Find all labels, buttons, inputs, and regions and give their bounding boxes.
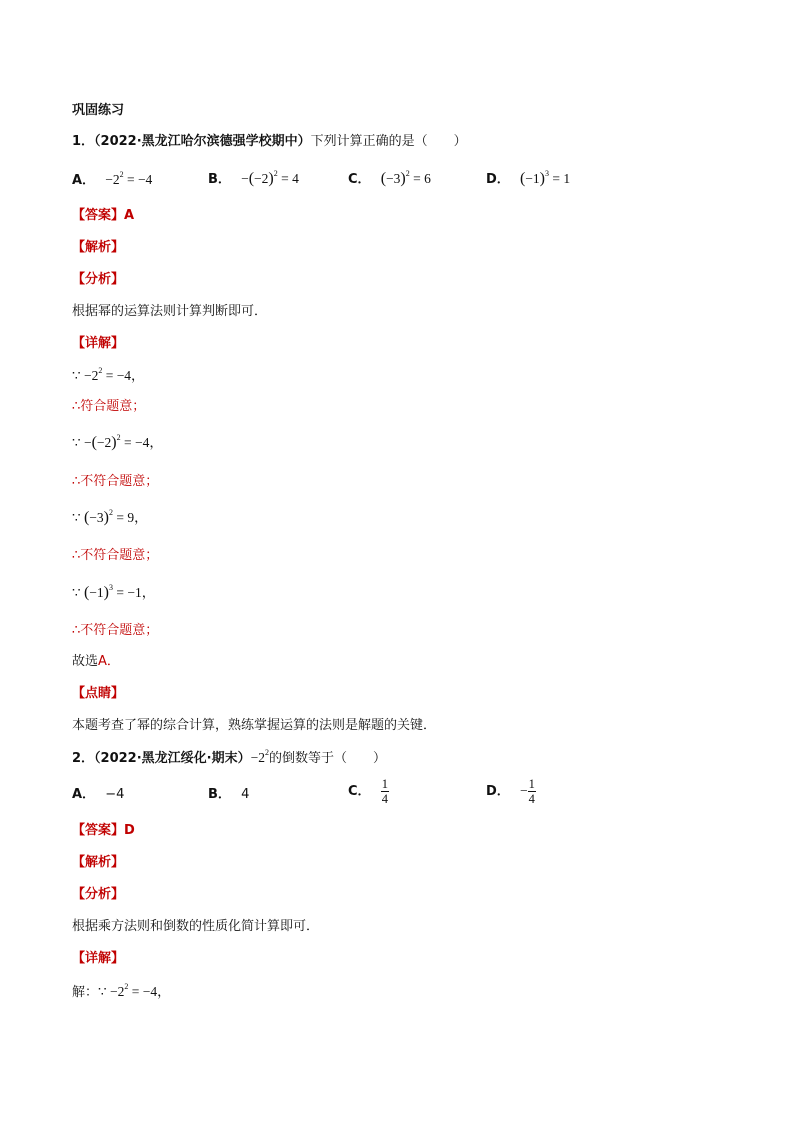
option-d <box>486 777 536 806</box>
option-expr: $(-1)^3 = 1$ <box>519 169 571 187</box>
choice-prefix: 故选 <box>72 654 99 669</box>
answer-line <box>72 822 135 840</box>
option-d <box>486 170 570 189</box>
option-label: D． <box>486 172 510 187</box>
option-a <box>72 171 152 190</box>
option-c <box>348 777 389 806</box>
step-1-conclusion: ∴符合题意； <box>72 399 146 414</box>
option-label: C． <box>348 784 371 799</box>
option-label: B． <box>208 172 231 187</box>
step-2-expr: ∵ $-(-2)^2 = -4$， <box>72 433 163 451</box>
option-b <box>208 170 299 189</box>
detail-label: 【详解】 <box>72 336 125 351</box>
choice-line <box>72 653 120 671</box>
fenxi-label: 【分析】 <box>72 272 125 287</box>
solution-prefix: 解： <box>72 985 99 1000</box>
analysis-label: 【解析】 <box>72 855 125 870</box>
question-text: 下列计算正确的是（ ） <box>310 134 467 149</box>
analysis-label: 【解析】 <box>72 240 125 255</box>
option-expr: $-(-2)^2 = 4$ <box>241 169 299 187</box>
option-label: A． <box>72 173 96 188</box>
option-expr: $-2^2 = -4$ <box>105 170 153 187</box>
option-expr: $(-3)^2 = 6$ <box>380 169 431 187</box>
comment-label: 【点睛】 <box>72 686 125 701</box>
option-expr: $\frac{1}{4}$ <box>381 777 388 806</box>
option-label: C． <box>348 172 371 187</box>
option-label: D． <box>486 783 510 799</box>
question-number: 1． <box>72 134 95 149</box>
question-1-stem <box>72 133 467 151</box>
question-source: （2022·黑龙江哈尔滨德强学校期中） <box>94 134 311 149</box>
step-1-expr: ∵ $-2^2 = -4$， <box>72 366 145 383</box>
question-expr: $-2^2$ <box>250 748 269 765</box>
answer-label: 【答案】 <box>72 823 125 838</box>
step-3-conclusion: ∴不符合题意； <box>72 548 159 563</box>
choice-value: A． <box>98 654 120 669</box>
step-4-expr: ∵ $(-1)^3 = -1$， <box>72 583 156 601</box>
step-4-conclusion: ∴不符合题意； <box>72 623 159 638</box>
option-b <box>208 786 249 804</box>
option-expr: − $\frac{1}{4}$ <box>519 777 535 806</box>
answer-line <box>72 207 134 225</box>
answer-value: A <box>124 208 135 223</box>
section-title: 巩固练习 <box>72 103 125 118</box>
question-number: 2． <box>72 751 95 766</box>
solution-expr: ∵ $-2^2 = -4$， <box>98 982 171 999</box>
option-c <box>348 170 431 189</box>
step-2-conclusion: ∴不符合题意； <box>72 474 159 489</box>
fenxi-label: 【分析】 <box>72 887 125 902</box>
question-2-stem <box>72 749 386 768</box>
question-source: （2022·黑龙江绥化·期末） <box>94 751 251 766</box>
option-a <box>72 786 124 804</box>
solution-line <box>72 983 171 1002</box>
answer-value: D <box>124 823 135 838</box>
option-expr: −4 <box>105 787 125 802</box>
option-label: A． <box>72 787 96 802</box>
option-expr: 4 <box>241 787 250 802</box>
answer-label: 【答案】 <box>72 208 125 223</box>
step-3-expr: ∵ $(-3)^2 = 9$， <box>72 508 148 526</box>
option-label: B． <box>208 787 231 802</box>
comment-text: 本题考查了幂的综合计算，熟练掌握运算的法则是解题的关键． <box>72 718 437 733</box>
fenxi-text: 根据乘方法则和倒数的性质化简计算即可． <box>72 919 320 934</box>
detail-label: 【详解】 <box>72 951 125 966</box>
question-text: 的倒数等于（ ） <box>268 751 386 766</box>
fenxi-text: 根据幂的运算法则计算判断即可． <box>72 304 268 319</box>
